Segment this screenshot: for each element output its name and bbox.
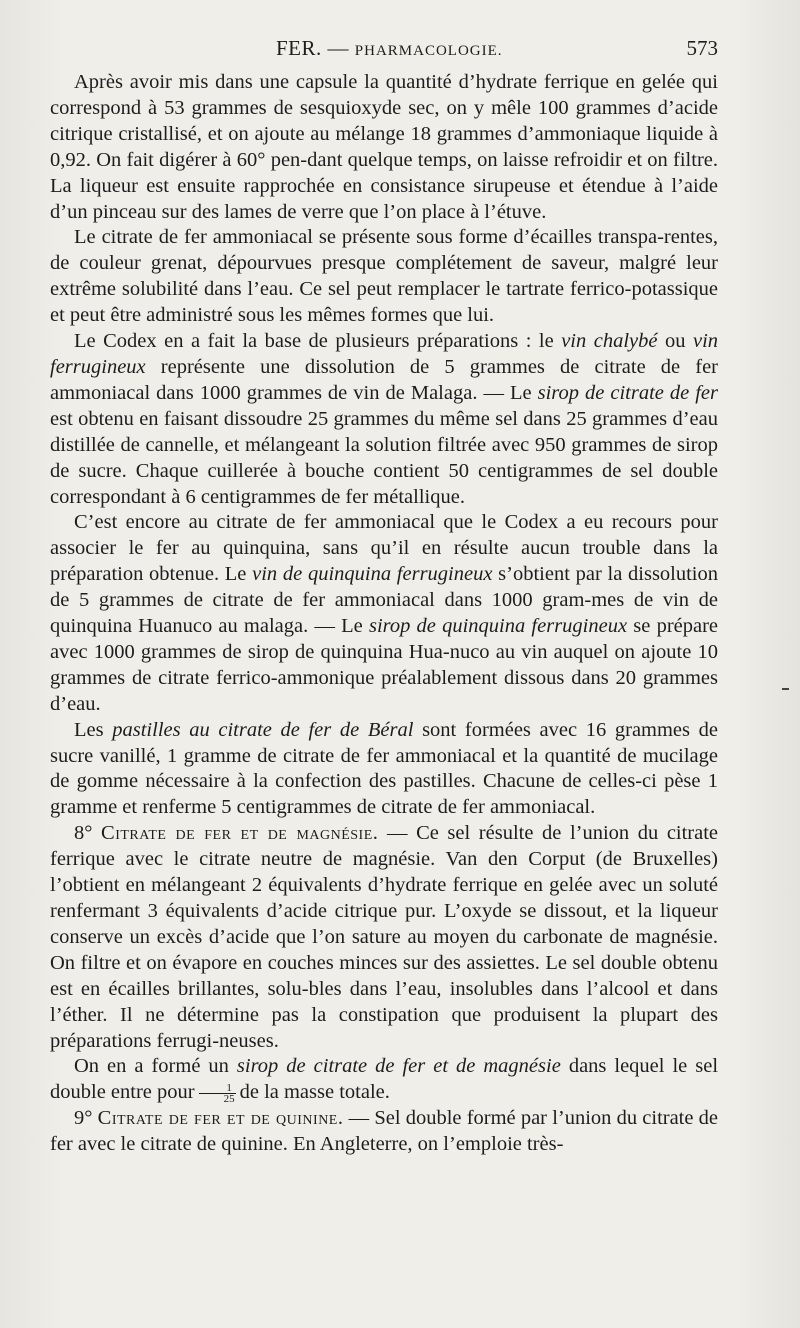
paragraph-quinquina: C’est encore au citrate de fer ammoniacal que le Codex a eu recours pour associer le fer au quinquina, sans qu’il en résulte aucun trouble dans la préparation obtenue. Le vin de quinquina ferrugineux s’obtient par la dissolution de 5 grammes de citrate de fer ammoniacal dans 1000 gram-mes de vin de quinquina Huanuco au malaga. — Le sirop de quinquina ferrugineux se prépare avec 1000 grammes de sirop de quinquina Hua-nuco au vin auquel on ajoute 10 grammes de citrate ferrico-ammonique préalablement dissous dans 20 grammes d’eau. xyxy=(50,511,719,715)
header-separator: — xyxy=(327,36,350,60)
paragraph-citrate-quinine: 9° Citrate de fer et de quinine. — Sel double formé par l’union du citrate de fer avec le citrate de quinine. En Angleterre, on l’emploie très- xyxy=(50,1107,719,1156)
header-title xyxy=(276,36,503,61)
margin-mark xyxy=(782,688,789,690)
page-number: 573 xyxy=(686,36,718,60)
fraction-numerator: 1 xyxy=(199,1083,236,1094)
paragraph-hydrate-preparation: Après avoir mis dans une capsule la quantité d’hydrate ferrique en gelée qui correspond à 53 grammes de sesquioxyde sec, on y mêle 100 grammes d’acide citrique cristallisé, et on ajoute au mélange 18 grammes d’ammoniaque liquide à 0,92. On fait digérer à 60° pen-dant quelque temps, on laisse refroidir et on filtre. La liqueur est ensuite rapprochée en consistance sirupeuse et étendue à l’aide d’un pinceau sur des lames de verre que l’on place à l’étuve. xyxy=(50,71,718,223)
header-element: FER. xyxy=(276,36,322,60)
term-vin-quinquina: vin de quinquina ferrugineux xyxy=(252,563,493,586)
section-heading: Citrate de fer et de magnésie. xyxy=(101,822,379,845)
term-sirop-quinquina: sirop de quinquina ferrugineux xyxy=(368,615,628,638)
body-text xyxy=(50,70,718,1158)
paragraph-codex-preparations: Le Codex en a fait la base de plusieurs préparations : le vin chalybé ou vin ferrugineux représente une dissolution de 5 grammes de citrate de fer ammoniacal dans 1000 grammes de vin de Malaga. — Le sirop de citrate de fer est obtenu en faisant dissoudre 25 grammes du même sel dans 25 grammes d’eau distillée de cannelle, et mélangeant la solution filtrée avec 950 grammes de sirop de sucre. Chaque cuillerée à bouche contient 50 centigrammes de sel double correspondant à 6 centigrammes de fer métallique. xyxy=(50,330,719,508)
term-sirop-citrate: sirop de citrate de fer xyxy=(537,381,718,404)
paragraph-citrate-magnesie: 8° Citrate de fer et de magnésie. — Ce sel résulte de l’union du citrate ferrique avec le citrate neutre de magnésie. Van den Corput (de Bruxelles) l’obtient en mélangeant 2 équivalents d’hydrate ferrique en gelée avec un soluté renfermant 3 équivalents d’acide citrique pur. L’oxyde se dissout, et la liqueur conserve un excès d’acide que l’on sature au moyen du carbonate de magnésie. On filtre et on évapore en couches minces sur des assiettes. Le sel double obtenu est en écailles brillantes, solu-bles dans l’eau, insolubles dans l’alcool et dans l’éther. Il ne détermine pas la constipation que produisent la plupart des préparations ferrugi-neuses. xyxy=(50,822,719,1052)
paragraph-sirop-magnesie: On en a formé un sirop de citrate de fer et de magnésie dans lequel le sel double entre pour $\frac{1}{25}$ de la masse totale. xyxy=(50,1055,719,1106)
fraction-denominator: 25 xyxy=(223,1093,235,1106)
term-pastilles: pastilles au citrate de fer de Béral xyxy=(112,718,414,741)
section-number: 8° xyxy=(74,822,93,845)
section-heading: Citrate de fer et de quinine. xyxy=(97,1107,344,1130)
paragraph-pastilles: Les pastilles au citrate de fer de Béral sont formées avec 16 grammes de sucre vanillé, 1 gramme de citrate de fer ammoniacal et la quantité de mucilage de gomme nécessaire à la confection des pastilles. Chacune de celles-ci pèse 1 gramme et renferme 5 centigrammes de citrate de fer ammoniacal. xyxy=(50,718,718,819)
section-number: 9° xyxy=(74,1107,93,1130)
paragraph-citrate-properties: Le citrate de fer ammoniacal se présente sous forme d’écailles transpa-rentes, de couleur grenat, dépourvues presque complétement de saveur, malgré leur extrême solubilité dans l’eau. Ce sel peut remplacer le tartrate ferrico-potassique et peut être administré sous les mêmes formes que lui. xyxy=(50,226,718,327)
term-vin-chalybe: vin chalybé xyxy=(561,330,658,353)
fraction xyxy=(199,1083,236,1104)
header-section: PHARMACOLOGIE. xyxy=(354,43,503,59)
running-header xyxy=(52,36,718,66)
term-vin-ferrugineux: vin ferrugineux xyxy=(50,330,719,378)
term-sirop-magnesie: sirop de citrate de fer et de magnésie xyxy=(236,1055,561,1078)
